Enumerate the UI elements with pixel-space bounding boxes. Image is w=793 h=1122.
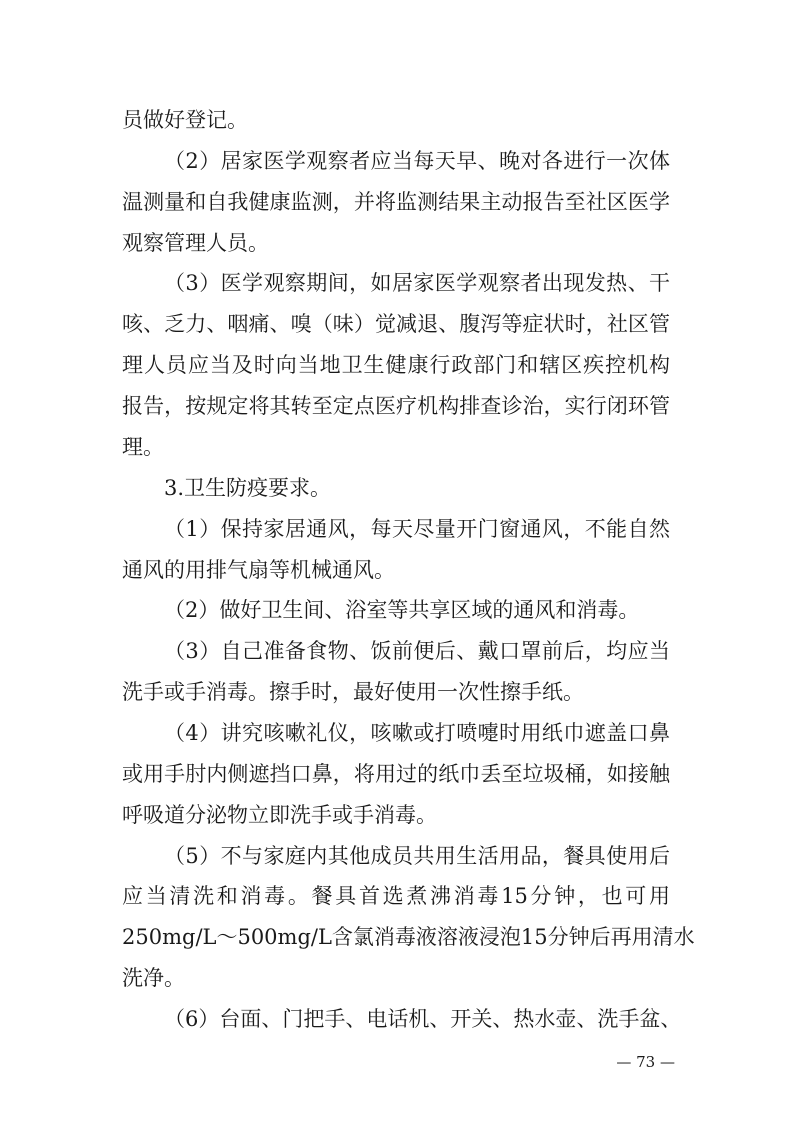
document-page: 员做好登记。 （2）居家医学观察者应当每天早、晚对各进行一次体 温测量和自我健康监测，并将监测结果主动报告至社区医学 观察管理人员。 （3）医学观察期间，如居家医学观察者出现发热、干 咳、乏力、咽痛、嗅（味）觉减退、腹泻等症状时，社区管 理人员应当及时向当地卫生健康行政部门和辖区疾控机构 报告，按规定将其转至定点医疗机构排查诊治，实行闭环管 理。 3.卫生防疫要求。 （1）保持家居通风，每天尽量开门窗通风，不能自然 通风的用排气扇等机械通风。 （2）做好卫生间、浴室等共享区域的通风和消毒。 （3）自己准备食物、饭前便后、戴口罩前后，均应当 洗手或手消毒。擦手时，最好使用一次性擦手纸。 （4）讲究咳嗽礼仪，咳嗽或打喷嚏时用纸巾遮盖口鼻 或用手肘内侧遮挡口鼻，将用过的纸巾丢至垃圾桶，如接触 呼吸道分泌物立即洗手或手消毒。 （5）不与家庭内其他成员共用生活用品，餐具使用后 应当清洗和消毒。餐具首选煮沸消毒15分钟，也可用 250mg/L～500mg/L含氯消毒液溶液浸泡15分钟后再用清水 洗净。 （6）台面、门把手、电话机、开关、热水壶、洗手盆、 — 73 —	[122, 108, 695, 1071]
page-number: — 73 —	[616, 1053, 675, 1071]
